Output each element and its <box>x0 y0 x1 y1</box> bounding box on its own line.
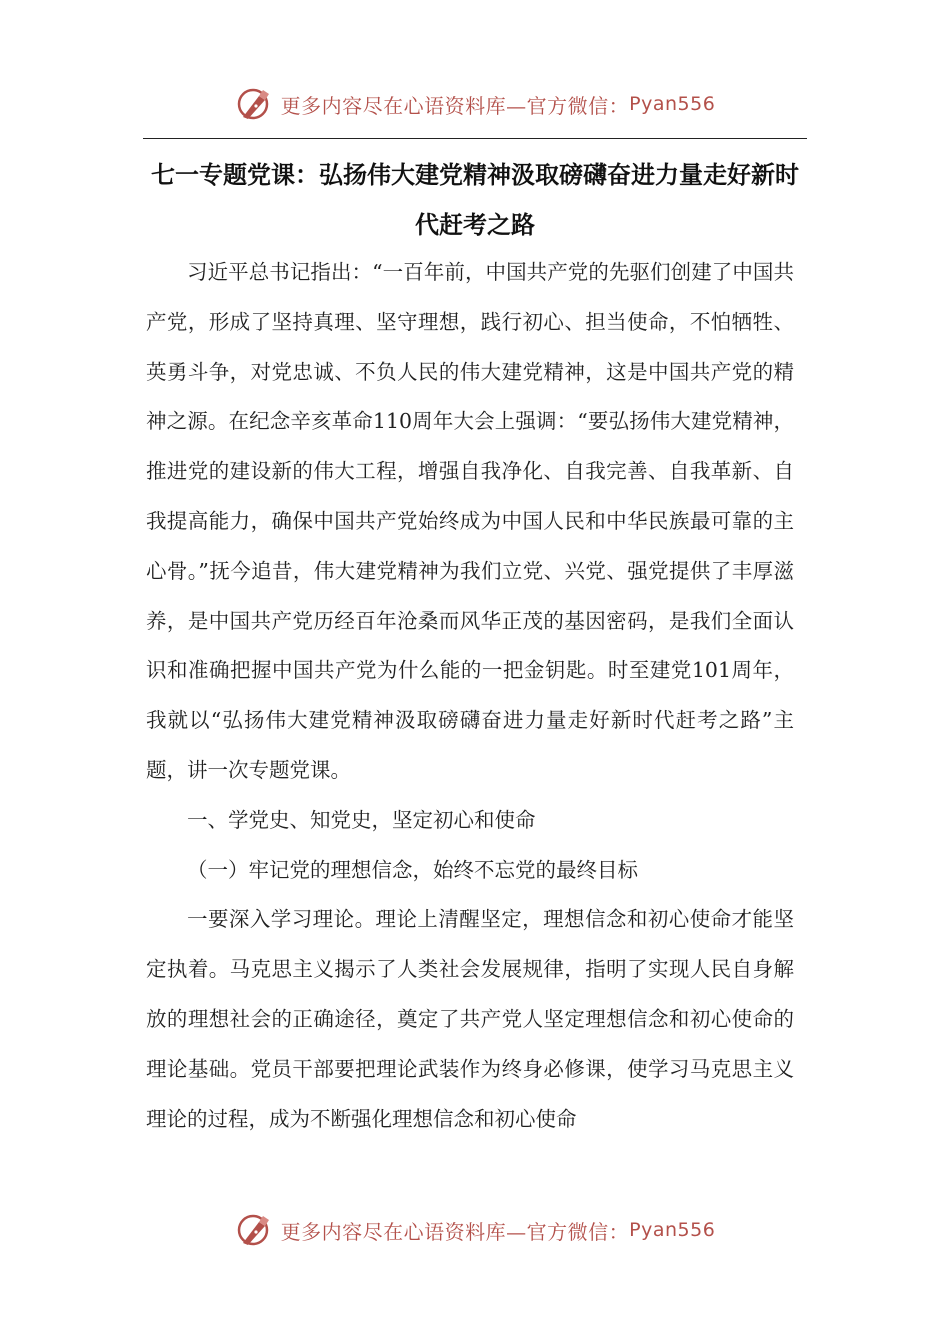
watermark-wechat-id: Pyan556 <box>629 1219 716 1241</box>
watermark-banner-top <box>0 82 950 126</box>
watermark-banner-bottom <box>0 1208 950 1252</box>
paragraph-intro: 习近平总书记指出：“一百年前，中国共产党的先驱们创建了中国共产党，形成了坚持真理、坚守理想，践行初心、担当使命，不怕牺牲、英勇斗争，对党忠诚、不负人民的伟大建党精神，这是中国共产党的精神之源。在纪念辛亥革命110周年大会上强调：“要弘扬伟大建党精神，推进党的建设新的伟大工程，增强自我净化、自我完善、自我革新、自我提高能力，确保中国共产党始终成为中国人民和中华民族最可靠的主心骨。”抚今追昔，伟大建党精神为我们立党、兴党、强党提供了丰厚滋养，是中国共产党历经百年沧桑而风华正茂的基因密码，是我们全面认识和准确把握中国共产党为什么能的一把金钥匙。时至建党101周年，我就以“弘扬伟大建党精神汲取磅礴奋进力量走好新时代赶考之路”主题，讲一次专题党课。 <box>146 260 794 782</box>
section-heading-1: 一、学党史、知党史，坚定初心和使命 <box>187 807 536 832</box>
document-body <box>146 248 794 1144</box>
paragraph-theory: 一要深入学习理论。理论上清醒坚定，理想信念和初心使命才能坚定执着。马克思主义揭示了人类社会发展规律，指明了实现人民自身解放的理想社会的正确途径，奠定了共产党人坚定理想信念和初心使命的理论基础。党员干部要把理论武装作为终身必修课，使学习马克思主义理论的过程，成为不断强化理想信念和初心使命 <box>146 907 794 1131</box>
pen-nib-logo-icon <box>235 1210 275 1250</box>
pen-nib-logo-icon <box>235 84 275 124</box>
watermark-wechat-id: Pyan556 <box>629 93 716 115</box>
document-title: 七一专题党课：弘扬伟大建党精神汲取磅礴奋进力量走好新时代赶考之路 <box>151 161 799 239</box>
subsection-heading-1: （一）牢记党的理想信念，始终不忘党的最终目标 <box>187 857 638 882</box>
watermark-text: 更多内容尽在心语资料库—官方微信： <box>280 93 630 118</box>
header-divider <box>143 138 807 139</box>
watermark-text: 更多内容尽在心语资料库—官方微信： <box>280 1219 630 1244</box>
